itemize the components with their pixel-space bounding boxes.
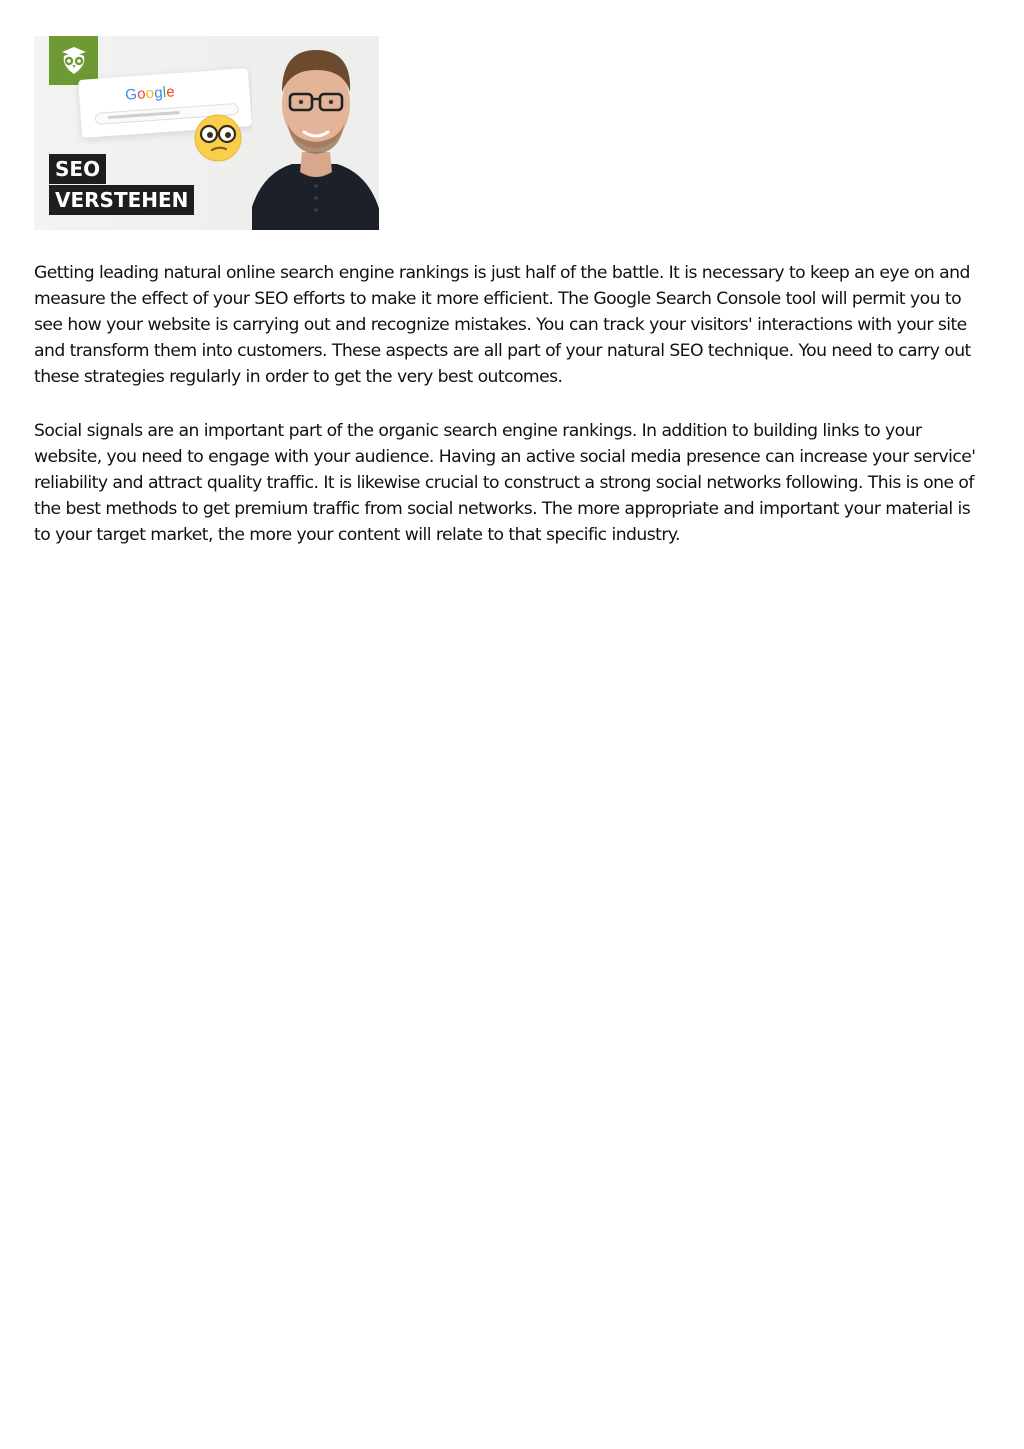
hero-title-line2: VERSTEHEN (49, 185, 194, 215)
google-wordmark: Google (124, 83, 176, 104)
presenter-photo (252, 36, 379, 230)
owl-icon (57, 46, 91, 76)
nerd-face-icon (192, 112, 244, 164)
article-paragraph: Social signals are an important part of the organic search engine rankings. In addition to building links to your website, you need to engage with your audience. Having an active social media presence can increase your service' reliability and attract quality traffic. It is likewise crucial to construct a strong social networks following. This is one of the best methods to get premium traffic from social networks. The more appropriate and important your material is to your target market, the more your content will relate to that specific industry. (34, 421, 976, 545)
hero-image (34, 36, 379, 230)
hero-title-line1: SEO (49, 154, 106, 184)
article-paragraph: Getting leading natural online search engine rankings is just half of the battle. It is necessary to keep an eye on and measure the effect of your SEO efforts to make it more efficient. The Google Search Console tool will permit you to see how your website is carrying out and recognize mistakes. You can track your visitors' interactions with your site and transform them into customers. These aspects are all part of your natural SEO technique. You need to carry out these strategies regularly in order to get the very best outcomes. (34, 263, 971, 387)
owl-logo (49, 36, 98, 85)
